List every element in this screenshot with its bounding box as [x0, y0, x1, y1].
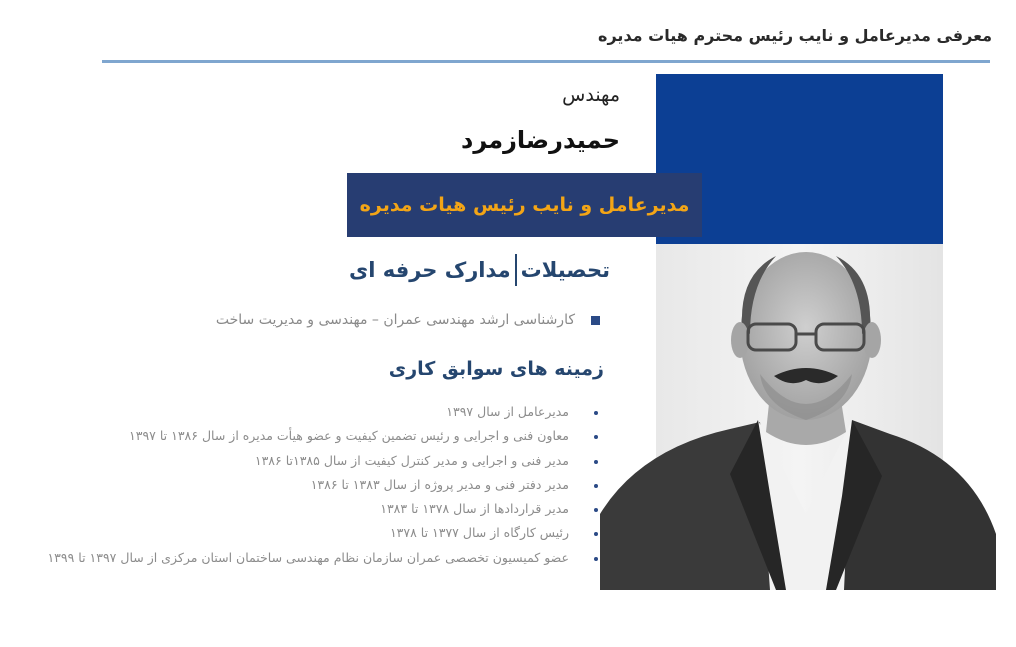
title-prefix: مهندس	[562, 84, 620, 106]
title-divider	[102, 60, 990, 63]
list-item	[38, 521, 598, 545]
education-heading-part2: مدارک حرفه ای	[348, 258, 511, 282]
bullet-icon	[594, 435, 598, 439]
list-item	[38, 424, 598, 448]
list-item	[38, 449, 598, 473]
experience-item-text: مدیر دفتر فنی و مدیر پروژه از سال ۱۳۸۳ تا ۱۳۸۶	[310, 476, 569, 492]
bullet-icon	[594, 484, 598, 488]
list-item	[38, 473, 598, 497]
person-photo-icon	[600, 244, 996, 590]
experience-list	[38, 400, 598, 570]
experience-item-text: رئیس کارگاه از سال ۱۳۷۷ تا ۱۳۷۸	[389, 525, 569, 541]
role-text: مدیرعامل و نایب رئیس هیات مدیره	[359, 194, 690, 216]
bullet-icon	[594, 460, 598, 464]
person-name: حمیدرضازمرد	[461, 126, 620, 154]
education-item-text: کارشناسی ارشد مهندسی عمران – مهندسی و مدیریت ساخت	[215, 312, 575, 328]
heading-divider	[515, 254, 517, 286]
experience-item-text: مدیرعامل از سال ۱۳۹۷	[446, 404, 569, 419]
experience-item-text: مدیر فنی و اجرایی و مدیر کنترل کیفیت از سال ۱۳۸۵تا ۱۳۸۶	[254, 452, 569, 468]
list-item	[38, 546, 598, 570]
list-item	[38, 400, 598, 424]
bullet-icon	[594, 557, 598, 561]
experience-heading: زمینه های سوابق کاری	[388, 358, 604, 380]
role-banner	[347, 173, 702, 237]
bullet-icon	[594, 532, 598, 536]
experience-item-text: مدیر قراردادها از سال ۱۳۷۸ تا ۱۳۸۳	[380, 501, 569, 517]
experience-item-text: معاون فنی و اجرایی و رئیس تضمین کیفیت و عضو هیأت مدیره از سال ۱۳۸۶ تا ۱۳۹۷	[129, 428, 569, 444]
experience-item-text: عضو کمیسیون تخصصی عمران سازمان نظام مهندسی ساختمان استان مرکزی از سال ۱۳۹۷ تا ۱۳۹۹	[47, 549, 569, 565]
bullet-icon	[594, 411, 598, 415]
education-heading	[349, 254, 610, 286]
education-item	[216, 312, 600, 328]
page-title: معرفی مدیرعامل و نایب رئیس محترم هیات مدیره	[598, 26, 992, 45]
square-bullet-icon	[591, 316, 600, 325]
list-item	[38, 497, 598, 521]
portrait-photo	[600, 244, 996, 590]
education-heading-part1: تحصیلات	[520, 258, 610, 282]
bullet-icon	[594, 508, 598, 512]
